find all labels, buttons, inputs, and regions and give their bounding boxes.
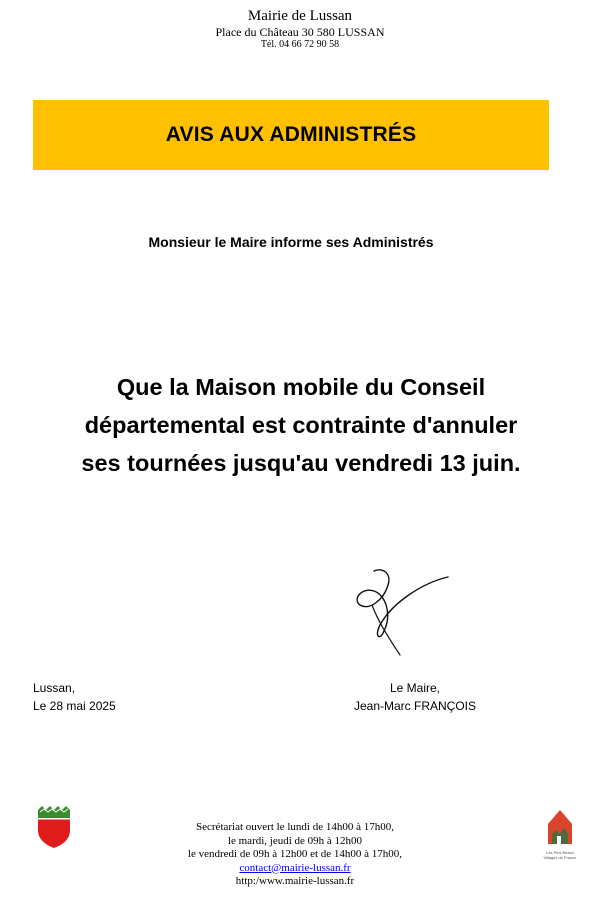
message-line: ses tournées jusqu'au vendredi 13 juin.: [81, 450, 521, 476]
notice-banner: [33, 100, 549, 170]
message-line: Que la Maison mobile du Conseil: [116, 374, 486, 400]
signatory-block: [340, 679, 490, 715]
coat-of-arms-icon: [36, 806, 72, 848]
website-url[interactable]: http:/www.mairie-lussan.fr: [235, 875, 355, 887]
date: Le 28 mai 2025: [33, 699, 116, 713]
footer-line: le vendredi de 09h à 12h00 et de 14h00 à 17h00,: [187, 848, 403, 860]
notice-message: [20, 368, 582, 482]
mairie-phone: Tél. 04 66 72 90 58: [260, 39, 340, 50]
mairie-name: Mairie de Lussan: [247, 8, 353, 24]
signatory-title: Le Maire,: [389, 681, 441, 695]
village-logo-icon: [540, 808, 580, 846]
signatory-name: Jean-Marc FRANÇOIS: [353, 699, 477, 713]
message-line: départemental est contrainte d'annuler: [84, 412, 518, 438]
secretariat-footer: [150, 821, 440, 889]
mairie-address: Place du Château 30 580 LUSSAN: [215, 25, 385, 39]
notice-subtitle: Monsieur le Maire informe ses Administrés: [148, 234, 434, 250]
letterhead: [0, 8, 600, 51]
email-link[interactable]: contact@mairie-lussan.fr: [239, 861, 351, 874]
footer-line: Secrétariat ouvert le lundi de 14h00 à 17h00,: [196, 821, 394, 833]
place: Lussan,: [33, 681, 76, 695]
mayor-signature: [352, 565, 462, 657]
footer-line: le mardi, jeudi de 09h à 12h00: [227, 834, 363, 847]
notice-title: AVIS AUX ADMINISTRÉS: [165, 123, 417, 146]
village-logo-caption: Les Plus Beaux Villages de France: [543, 850, 577, 860]
place-and-date: [33, 679, 116, 715]
plus-beaux-villages-logo: [540, 808, 580, 862]
